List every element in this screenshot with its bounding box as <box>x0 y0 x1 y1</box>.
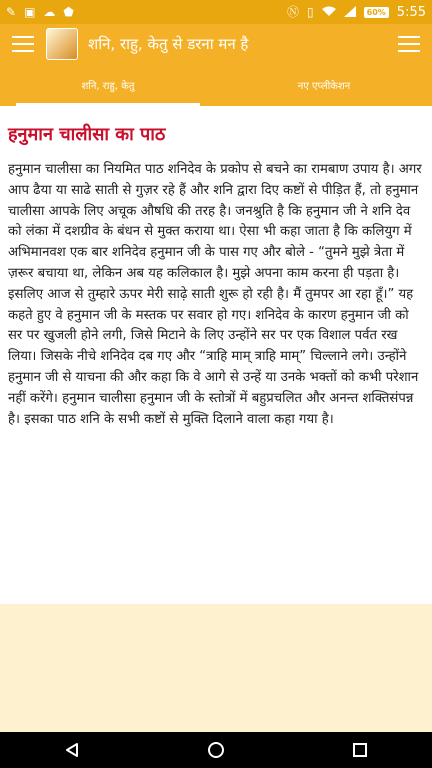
status-bar <box>0 0 432 24</box>
content-card <box>0 106 432 604</box>
tab-new-applications[interactable] <box>216 64 432 106</box>
nfc-icon: Ⓝ <box>287 5 300 19</box>
shield-icon: ⬟ <box>63 5 74 19</box>
tab-label: नए एप्लीकेशन <box>297 81 351 92</box>
vibrate-icon: ▯ <box>307 5 314 19</box>
back-icon[interactable] <box>52 732 92 768</box>
cloud-icon: ☁ <box>43 5 56 19</box>
overflow-menu-icon[interactable] <box>398 36 420 52</box>
image-icon: ▣ <box>24 5 36 19</box>
app-bar <box>0 24 432 64</box>
notification-icon: ✎ <box>6 5 17 19</box>
home-icon[interactable] <box>196 732 236 768</box>
tab-bar <box>0 64 432 106</box>
article-heading: हनुमान चालीसा का पाठ <box>8 124 166 145</box>
wifi-icon <box>322 6 336 19</box>
navigation-bar <box>0 732 432 768</box>
menu-icon[interactable] <box>12 36 34 52</box>
signal-icon <box>344 6 356 19</box>
tab-shani-rahu-ketu[interactable] <box>0 64 216 106</box>
battery-indicator: 60% <box>364 7 389 18</box>
tab-label: शनि, राहु, केतु <box>81 81 135 92</box>
article-body: हनुमान चालीसा का नियमित पाठ शनिदेव के प्रकोप से बचने का रामबाण उपाय है। अगर आप ढैया या साढे साती से गुज़र रहे हैं और शनि द्वारा दिए कष्टों से पीड़ित हैं, तो हनुमान चालीसा आपके लिए अचूक औषधि की तरह है। जनश्रुति है कि हनुमान जी ने शनि देव को लंका में दशग्रीव के बंधन से मुक्त कराया था। ऐसा भी कहा जाता है कि कलियुग में अभिमानवश एक बार शनिदेव हनुमान जी के पास गए और बोले - “तुमने मुझे त्रेता में ज़रूर बचाया था, लेकिन अब यह कलिकाल है। मुझे अपना काम करना ही पड़ता है। इसलिए आज से तुम्हारे ऊपर मेरी साढ़े साती शुरू हो रही है। मैं तुमपर आ रहा हूँ।” यह कहते हुए वे हनुमान जी के मस्तक पर सवार हो गए। शनिदेव के कारण हनुमान जी को सर पर खुजली होने लगी, जिसे मिटाने के लिए उन्होंने सर पर एक विशाल पर्वत रख लिया। जिसके नीचे शनिदेव दब गए और “त्राहि माम् त्राहि माम्” चिल्लाने लगे। उन्होंने हनुमान जी से याचना की और कहा कि वे आगे से उन्हें या उनके भक्तों को कभी परेशान नहीं करेंगे। हनुमान चालीसा हनुमान जी के स्तोत्रों में बहुप्रचलित और अनन्त शक्तिसंपन्न है। इसका पाठ शनि के सभी कष्टों से मुक्ति दिलाने वाला कहा गया है। <box>8 162 422 427</box>
recents-icon[interactable] <box>340 732 380 768</box>
app-title: शनि, राहु, केतु से डरना मन है <box>88 35 249 53</box>
status-time: 5:55 <box>396 4 426 20</box>
background-area <box>0 604 432 732</box>
app-logo <box>46 28 78 60</box>
